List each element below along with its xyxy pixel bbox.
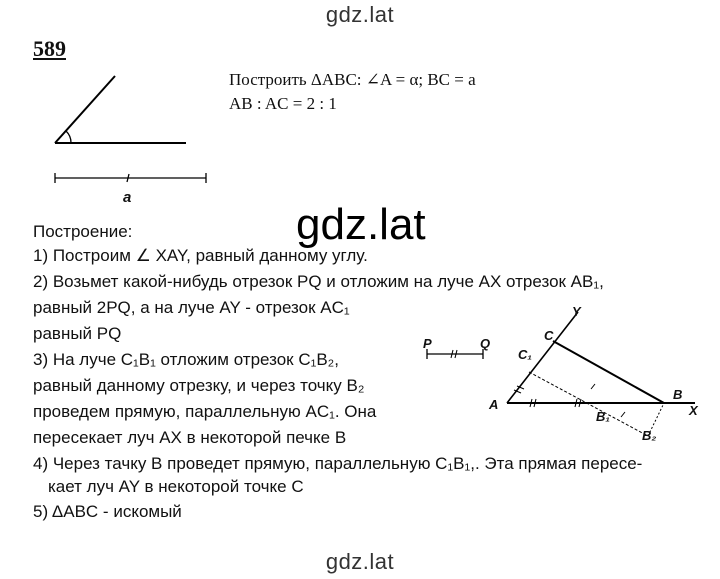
segment-a-label: a — [123, 189, 132, 206]
label-b1: B₁ — [596, 409, 610, 424]
label-x: X — [689, 403, 698, 418]
angle-arc — [66, 131, 71, 143]
label-c1: C₁ — [518, 347, 532, 362]
angle-slanted-ray — [55, 76, 115, 143]
construction-line-6: равный данному отрезку, и через точку B₂ — [33, 376, 365, 395]
construction-line-7: проведем прямую, параллельную AC₁. Она — [33, 402, 377, 421]
label-b2: B₂ — [642, 428, 657, 443]
task-line-1: Построить ΔABC: ∠A = α; BC = a — [229, 70, 476, 89]
construction-line-5: 3) На луче C₁B₁ отложим отрезок C₁B₂, — [33, 350, 339, 369]
watermark-bottom: gdz.lat — [325, 549, 395, 574]
label-b: B — [673, 387, 683, 402]
watermark-top: gdz.lat — [325, 2, 395, 27]
construction-line-9: 4) Через тачку B проведет прямую, параллельную C₁B₁,. Эта прямая пересе- — [33, 454, 643, 473]
problem-number: 589 — [33, 36, 66, 61]
construction-line-8: пересекает луч AX в некоторой печке B — [33, 428, 347, 447]
watermark-middle: gdz.lat — [296, 200, 426, 249]
construction-line-2: 2) Возьмет какой-нибудь отрезок PQ и отложим на луче AX отрезок AB₁, — [33, 272, 604, 291]
task-line-2: AB : AC = 2 : 1 — [229, 94, 337, 113]
construction-line-11: 5) ΔABC - искомый — [33, 502, 182, 521]
construction-line-3: равный 2PQ, а на луче AY - отрезок AC₁ — [33, 298, 350, 317]
label-y: Y — [572, 304, 581, 319]
construction-heading: Построение: — [33, 222, 133, 241]
label-q: Q — [480, 336, 491, 351]
b1b2-mark — [621, 412, 625, 417]
construction-line-1: 1) Построим ∠ XAY, равный данному углу. — [33, 246, 368, 265]
construction-line-4: равный PQ — [33, 324, 122, 343]
label-a: A — [489, 397, 499, 412]
given-figure — [40, 66, 220, 201]
construction-line-10: кает луч AY в некоторой точке C — [48, 477, 304, 496]
construction-diagram — [415, 300, 715, 450]
label-p: P — [423, 336, 432, 351]
label-c: C — [544, 328, 554, 343]
bc-mark — [591, 384, 595, 389]
